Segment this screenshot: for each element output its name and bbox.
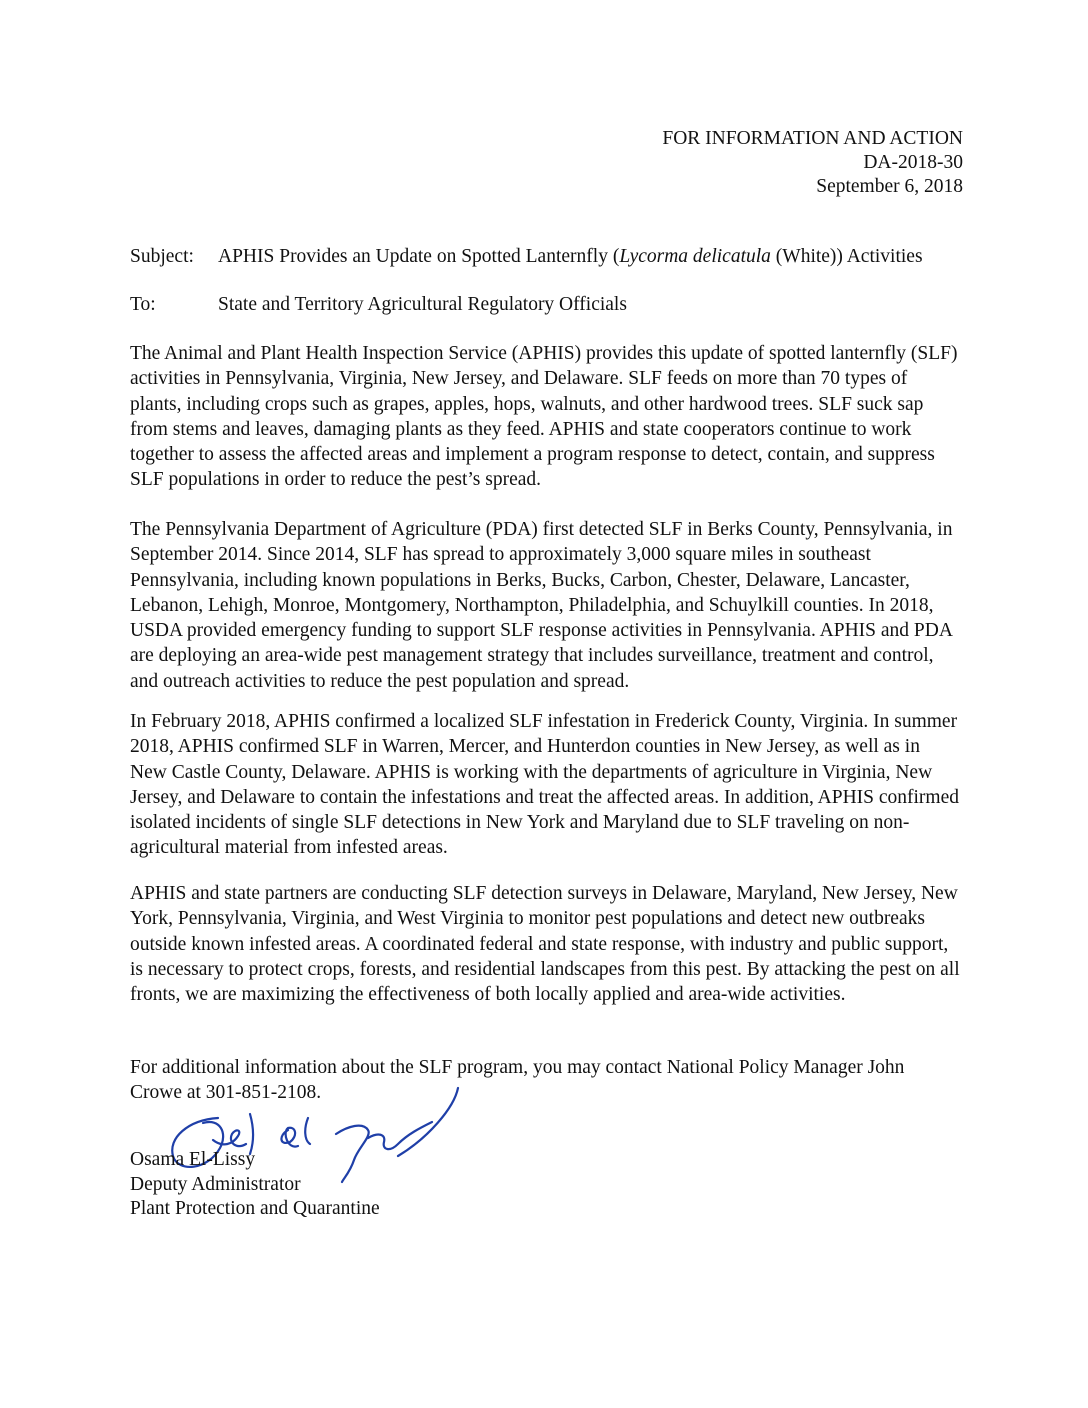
document-number: DA-2018-30 — [863, 152, 963, 173]
classification-line: FOR INFORMATION AND ACTION — [662, 128, 963, 149]
body-paragraph-overview: The Animal and Plant Health Inspection Service (APHIS) provides this update of spotted lanternfly (SLF) activities in Pennsylvania, Virginia, New Jersey, and Delaware. SLF feeds on more than 70 types of plants, including crops such as grapes, apples, hops, walnuts, and other hardwood trees. SLF suck sap from stems and leaves, damaging plants as they feed. APHIS and state cooperators continue to work together to assess the affected areas and implement a program response to detect, contain, and suppress SLF populations in order to reduce the pest’s spread. — [130, 343, 958, 491]
subject-text-end: (White)) Activities — [770, 246, 923, 267]
body-paragraph-contact: For additional information about the SLF program, you may contact National Policy Manager John Crowe at 301-851-2108. — [130, 1057, 905, 1104]
body-paragraph-other-states: In February 2018, APHIS confirmed a localized SLF infestation in Frederick County, Virginia. In summer 2018, APHIS confirmed SLF in Warren, Mercer, and Hunterdon counties in New Jersey, as well as in New Castle County, Delaware. APHIS is working with the departments of agriculture in Virginia, New Jersey, and Delaware to contain the infestations and treat the affected areas. In addition, APHIS confirmed isolated incidents of single SLF detections in New York and Maryland due to SLF traveling on non-agricultural material from infested areas. — [130, 711, 959, 859]
body-paragraph-pennsylvania: The Pennsylvania Department of Agriculture (PDA) first detected SLF in Berks County, Pennsylvania, in September 2014. Since 2014, SLF has spread to approximately 3,000 square miles in southeast Pennsylvania, including known populations in Berks, Bucks, Carbon, Chester, Delaware, Lancaster, Lebanon, Lehigh, Monroe, Montgomery, Northampton, Philadelphia, and Schuylkill counties. In 2018, USDA provided emergency funding to support SLF response activities in Pennsylvania. APHIS and PDA are deploying an area-wide pest management strategy that includes surveillance, treatment and control, and outreach activities to reduce the pest population and spread. — [130, 519, 953, 692]
letter-header — [662, 127, 963, 199]
body-paragraph-surveys: APHIS and state partners are conducting SLF detection surveys in Delaware, Maryland, New Jersey, New York, Pennsylvania, Virginia, and West Virginia to monitor pest populations and detect new outbreaks outside known infested areas. A coordinated federal and state response, with industry and public support, is necessary to protect crops, forests, and residential landscapes from this pest. By attacking the pest on all fronts, we are maximizing the effectiveness of both locally applied and area-wide activities. — [130, 883, 960, 1006]
signatory-office: Plant Protection and Quarantine — [130, 1198, 380, 1219]
to-recipients: State and Territory Agricultural Regulatory Officials — [218, 294, 627, 315]
subject-line — [130, 245, 923, 269]
signatory-name: Osama El-Lissy — [130, 1149, 256, 1170]
to-line — [130, 293, 627, 317]
to-label: To: — [130, 294, 156, 315]
signature-block — [130, 1148, 380, 1222]
subject-species-name: Lycorma delicatula — [619, 246, 771, 267]
letter-date: September 6, 2018 — [816, 176, 963, 197]
subject-text-start: APHIS Provides an Update on Spotted Lanternfly ( — [218, 246, 620, 267]
signatory-title: Deputy Administrator — [130, 1173, 301, 1195]
subject-label: Subject: — [130, 246, 194, 267]
